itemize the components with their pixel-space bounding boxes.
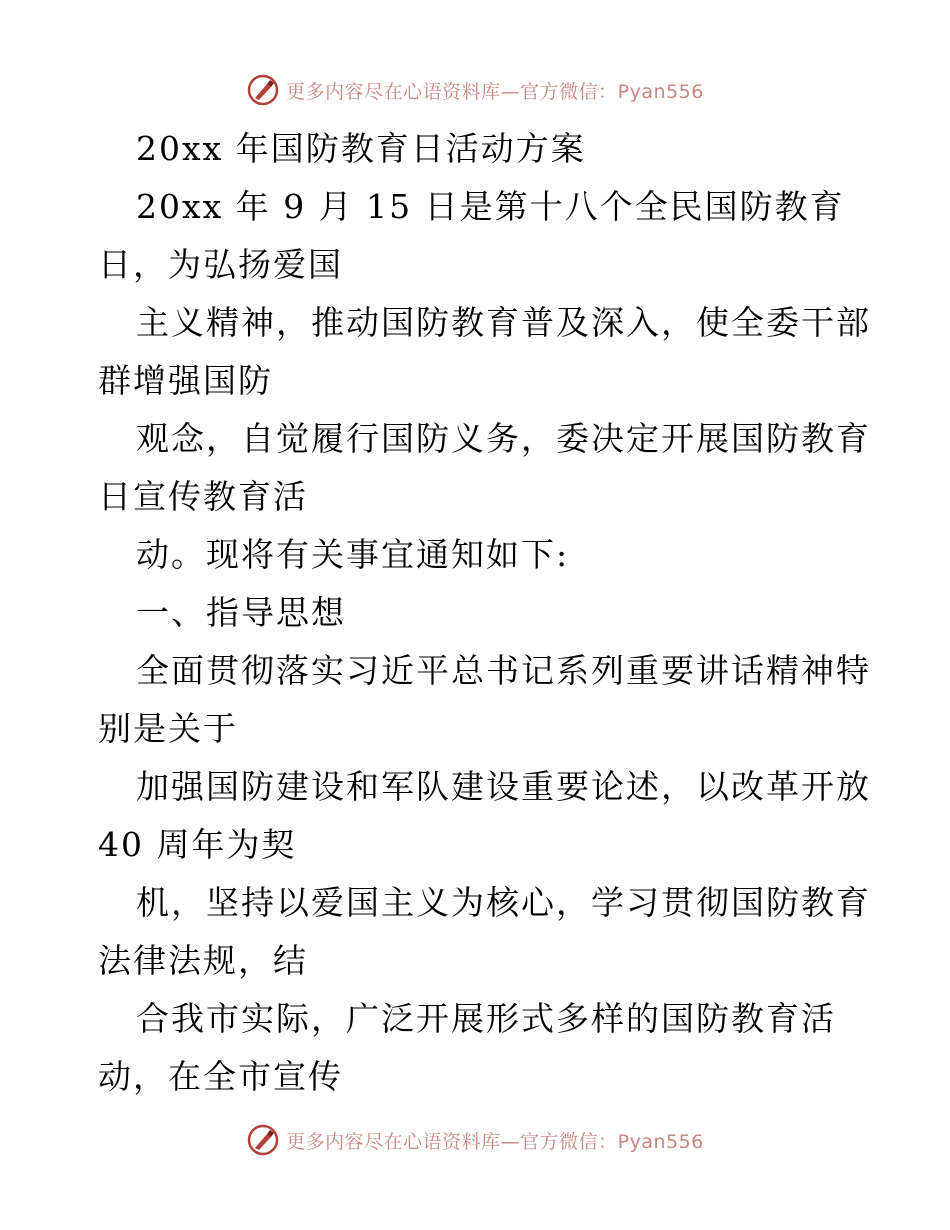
paragraph-line: 动。现将有关事宜通知如下:: [136, 535, 570, 574]
paragraph-line: 40 周年为契: [98, 825, 297, 864]
watermark-text: 更多内容尽在心语资料库—官方微信：Pyan556: [286, 80, 704, 103]
footer-watermark: [0, 1120, 950, 1160]
paragraph-line: 法律法规，结: [98, 941, 308, 980]
pen-logo-icon: [246, 73, 280, 107]
watermark-text: 更多内容尽在心语资料库—官方微信：Pyan556: [286, 1130, 704, 1153]
header-watermark: [0, 70, 950, 110]
paragraph-line: 机，坚持以爱国主义为核心，学习贯彻国防教育: [136, 883, 871, 922]
section-heading: 一、指导思想: [136, 593, 346, 632]
paragraph-line: 动，在全市宣传: [98, 1057, 343, 1096]
pen-logo-icon: [246, 1123, 280, 1157]
paragraph-line: 加强国防建设和军队建设重要论述，以改革开放: [136, 767, 871, 806]
document-title: 20xx 年国防教育日活动方案: [136, 129, 586, 168]
paragraph-line: 全面贯彻落实习近平总书记系列重要讲话精神特: [136, 651, 871, 690]
paragraph-line: 日宣传教育活: [98, 477, 308, 516]
paragraph-line: 主义精神，推动国防教育普及深入，使全委干部: [136, 303, 871, 342]
paragraph-line: 20xx 年 9 月 15 日是第十八个全民国防教育: [136, 187, 845, 226]
paragraph-line: 日，为弘扬爱国: [98, 245, 343, 284]
paragraph-line: 观念，自觉履行国防义务，委决定开展国防教育: [136, 419, 871, 458]
paragraph-line: 群增强国防: [98, 361, 273, 400]
paragraph-line: 别是关于: [98, 709, 238, 748]
document-body: [98, 120, 871, 1106]
paragraph-line: 合我市实际，广泛开展形式多样的国防教育活: [136, 999, 836, 1038]
